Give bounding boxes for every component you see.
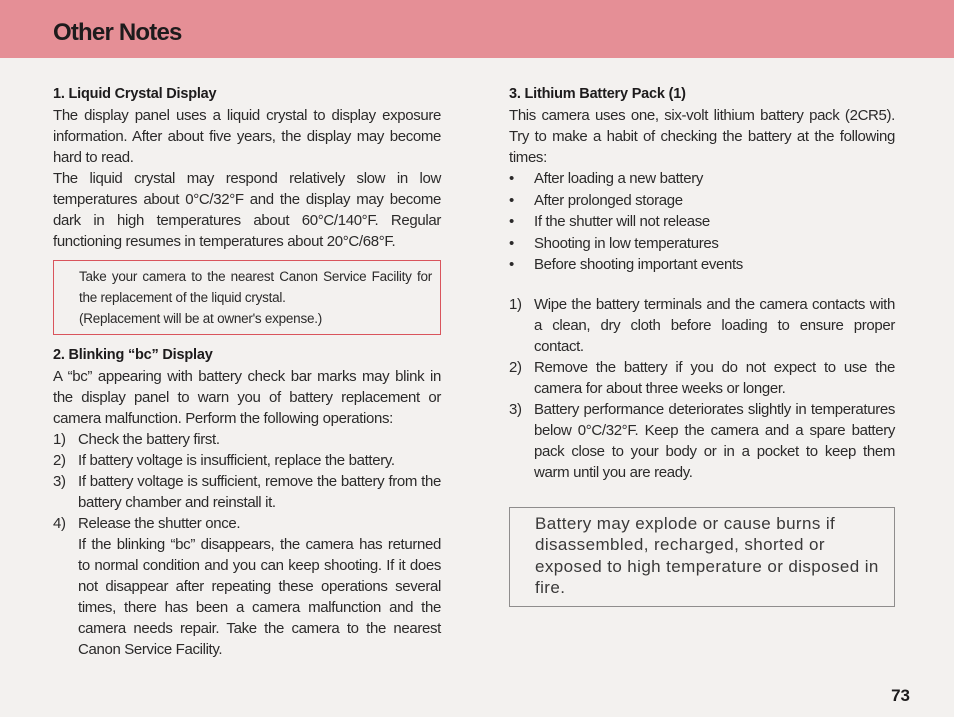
list-item xyxy=(509,254,895,276)
step-number: 2) xyxy=(53,452,66,469)
step-text: Wipe the battery terminals and the camera contacts with a clean, dry cloth before loading to ensure proper contact. xyxy=(534,295,895,355)
bullet-icon: • xyxy=(509,256,514,273)
list-item xyxy=(53,450,441,471)
step-number: 3) xyxy=(509,400,522,418)
battery-warning-text: Battery may explode or cause burns if disassembled, recharged, shorted or exposed to high temperature or disposed in fire. xyxy=(535,513,879,597)
list-item xyxy=(509,211,895,233)
step-text: Release the shutter once. xyxy=(78,515,241,532)
step-text: Battery performance deteriorates slightly in temperatures below 0°C/32°F. Keep the camera and a spare battery pack close to your body or in a pocket to keep them warm until you are ready. xyxy=(534,400,895,481)
replacement-notice-line-2: (Replacement will be at owner's expense.) xyxy=(79,311,322,326)
right-column xyxy=(509,86,895,607)
battery-check-list xyxy=(509,168,895,276)
replacement-notice-box xyxy=(53,260,441,335)
list-item xyxy=(509,399,895,483)
step-number: 4) xyxy=(53,515,66,532)
followup-text: If the blinking “bc” disappears, the camera has returned to normal condition and you can keep shooting. If it does not disappear after repeating these operations several times, there has been a camera malfunction and the camera needs repair. Take the camera to the nearest Canon Service Facility. xyxy=(78,536,441,658)
step-text: Check the battery first. xyxy=(78,431,220,448)
section-1-paragraph-2: The liquid crystal may respond relatively slow in low temperatures about 0°C/32°F and the display may become dark in high temperatures about 60°C/140°F. Regular functioning resumes in temperatures about 20°C/68°F. xyxy=(53,170,441,250)
section-2-title: 2. Blinking “bc” Display xyxy=(53,347,213,363)
battery-warning-box xyxy=(509,507,895,607)
bullet-icon: • xyxy=(509,191,514,209)
list-item xyxy=(509,168,895,190)
bullet-text: After prolonged storage xyxy=(534,191,683,209)
left-column xyxy=(53,86,441,660)
list-item xyxy=(509,190,895,212)
step-number: 2) xyxy=(509,358,522,376)
section-2-steps xyxy=(53,429,441,534)
bullet-icon: • xyxy=(509,170,514,187)
section-1-paragraph-1: The display panel uses a liquid crystal to display exposure information. After about five years, the display may become hard to read. xyxy=(53,107,441,166)
step-number: 3) xyxy=(53,473,66,490)
section-3-intro: This camera uses one, six-volt lithium battery pack (2CR5). Try to make a habit of checking the battery at the following times: xyxy=(509,107,895,166)
step-text: If battery voltage is insufficient, replace the battery. xyxy=(78,452,395,469)
page-number: 73 xyxy=(891,686,910,705)
replacement-notice-line-1: Take your camera to the nearest Canon Service Facility for the replacement of the liquid crystal. xyxy=(79,269,432,305)
list-item xyxy=(509,294,895,357)
step-number: 1) xyxy=(509,295,522,313)
step-text: If battery voltage is sufficient, remove the battery from the battery chamber and reinstall it. xyxy=(78,473,441,511)
bullet-text: Shooting in low temperatures xyxy=(534,234,719,252)
bullet-icon: • xyxy=(509,213,514,230)
section-3-title: 3. Lithium Battery Pack (1) xyxy=(509,86,686,102)
bullet-icon: • xyxy=(509,234,514,252)
step-number: 1) xyxy=(53,431,66,448)
section-3-steps xyxy=(509,294,895,483)
section-2-followup xyxy=(53,534,441,660)
bullet-text: After loading a new battery xyxy=(534,170,703,187)
list-item xyxy=(509,357,895,399)
list-item xyxy=(509,233,895,255)
list-item xyxy=(53,471,441,513)
list-item xyxy=(53,513,441,534)
list-item xyxy=(53,429,441,450)
step-text: Remove the battery if you do not expect to use the camera for about three weeks or longer. xyxy=(534,358,895,397)
header-band xyxy=(0,0,954,58)
section-2-intro: A “bc” appearing with battery check bar marks may blink in the display panel to warn you of battery replacement or camera malfunction. Perform the following operations: xyxy=(53,368,441,427)
section-1-title: 1. Liquid Crystal Display xyxy=(53,86,217,102)
bullet-text: Before shooting important events xyxy=(534,256,743,273)
page-title: Other Notes xyxy=(53,19,182,46)
bullet-text: If the shutter will not release xyxy=(534,213,710,230)
